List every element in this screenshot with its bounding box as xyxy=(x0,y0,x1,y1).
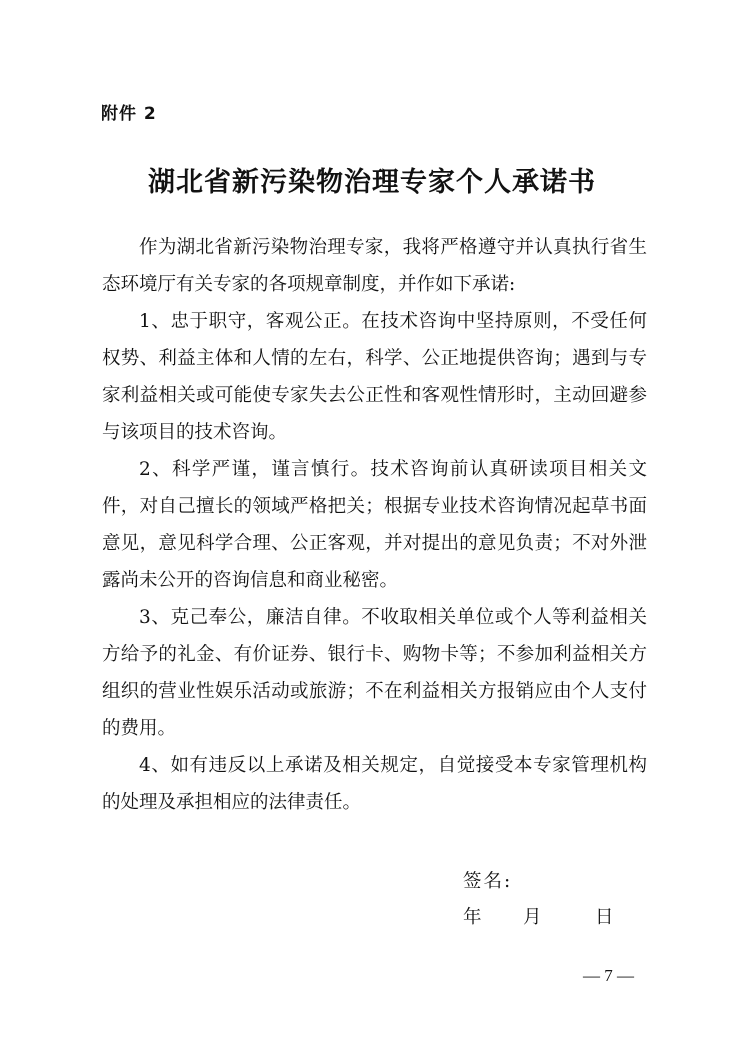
date-month-label: 月 xyxy=(523,907,542,928)
intro-paragraph: 作为湖北省新污染物治理专家，我将严格遵守并认真执行省生态环境厅有关专家的各项规章制度，并作如下承诺: xyxy=(102,237,647,295)
date-year-label: 年 xyxy=(463,907,482,928)
attachment-label: 附件 2 xyxy=(101,104,157,124)
document-body xyxy=(102,229,647,821)
commitment-4-paragraph: 4、如有违反以上承诺及相关规定，自觉接受本专家管理机构的处理及承担相应的法律责任。 xyxy=(102,755,647,813)
commitment-2-paragraph: 2、科学严谨，谨言慎行。技术咨询前认真研读项目相关文件，对自己擅长的领域严格把关；根据专业技术咨询情况起草书面意见，意见科学合理、公正客观，并对提出的意见负责；不对外泄露尚未公开的咨询信息和商业秘密。 xyxy=(102,459,647,591)
commitment-3-paragraph: 3、克己奉公，廉洁自律。不收取相关单位或个人等利益相关方给予的礼金、有价证券、银行卡、购物卡等；不参加利益相关方组织的营业性娱乐活动或旅游；不在利益相关方报销应由个人支付的费用。 xyxy=(102,607,647,739)
commitment-1-paragraph: 1、忠于职守，客观公正。在技术咨询中坚持原则，不受任何权势、利益主体和人情的左右，科学、公正地提供咨询；遇到与专家利益相关或可能使专家失去公正性和客观性情形时，主动回避参与该项目的技术咨询。 xyxy=(102,311,647,443)
document-title: 湖北省新污染物治理专家个人承诺书 xyxy=(148,167,596,198)
date-day-label: 日 xyxy=(595,907,614,928)
signature-label: 签名: xyxy=(463,871,513,892)
page-number: — 7 — xyxy=(583,966,634,985)
